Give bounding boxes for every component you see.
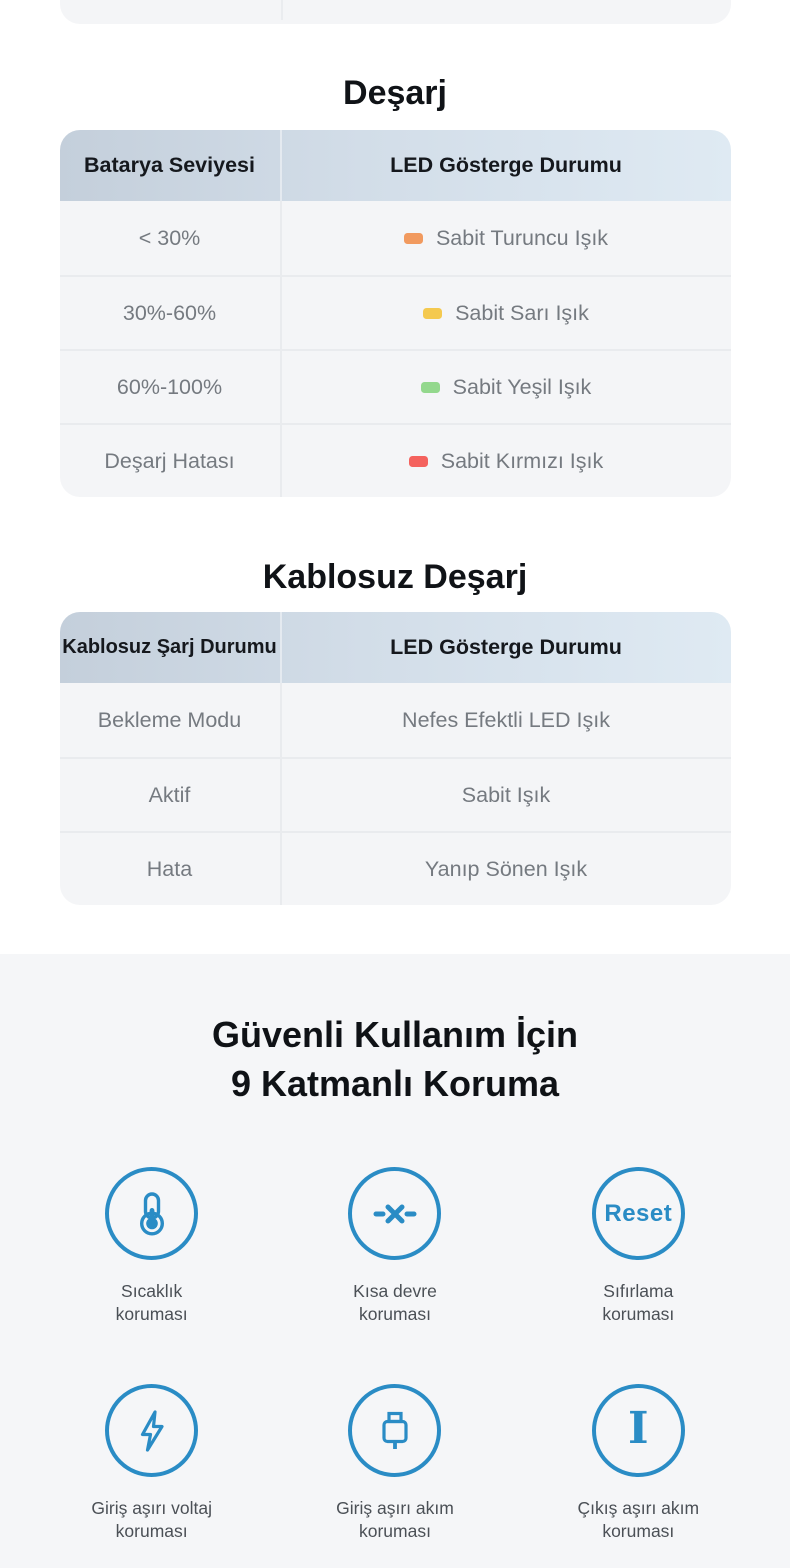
table-row: [60, 683, 731, 757]
table-row: [60, 349, 731, 423]
led-status-text: Sabit Yeşil Işık: [452, 374, 592, 399]
led-status-cell: Sabit Işık: [461, 782, 551, 807]
thermometer-icon: [105, 1167, 198, 1260]
protection-title: [0, 1010, 790, 1108]
discharge-header-battery-level: Batarya Seviyesi: [60, 130, 282, 201]
led-status-cell: Yanıp Sönen Işık: [424, 856, 588, 881]
led-status-cell: [282, 201, 731, 275]
led-status-cell: [282, 351, 731, 423]
led-status-text: Sabit Sarı Işık: [455, 300, 589, 325]
icon-label: Kısa devre koruması: [353, 1281, 437, 1324]
protection-item-temperature: [30, 1167, 273, 1326]
charge-state-cell: Hata: [60, 833, 282, 905]
battery-level-cell: 60%-100%: [60, 351, 282, 423]
led-status-cell: [282, 277, 731, 349]
table-row: [60, 831, 731, 905]
icon-label: Giriş aşırı voltaj koruması: [91, 1498, 212, 1541]
led-status-cell: [282, 425, 731, 497]
icon-label: Çıkış aşırı akım koruması: [577, 1498, 700, 1541]
led-status-cell: Nefes Efektli LED Işık: [402, 707, 610, 732]
wireless-discharge-title: Kablosuz Deşarj: [262, 558, 528, 596]
led-status-text: Sabit Turuncu Işık: [435, 225, 609, 250]
table-row: [60, 423, 731, 497]
protection-title-line2: 9 Katmanlı Koruma: [230, 1063, 560, 1104]
yellow-led-icon: [423, 308, 442, 319]
battery-level-cell: < 30%: [60, 201, 282, 275]
table-row: [60, 757, 731, 831]
wireless-discharge-table: [60, 612, 731, 905]
icon-label: Sıfırlama koruması: [602, 1281, 675, 1324]
protection-title-line1: Güvenli Kullanım İçin: [211, 1014, 579, 1055]
table-row: [60, 201, 731, 275]
discharge-header-led-status: LED Gösterge Durumu: [390, 153, 622, 177]
red-led-icon: [409, 456, 428, 467]
wireless-table-header: [60, 612, 731, 683]
short-circuit-icon: [348, 1167, 441, 1260]
discharge-table-header: [60, 130, 731, 201]
protection-item-output-overcurrent: [517, 1384, 760, 1543]
orange-led-icon: [404, 233, 423, 244]
wireless-header-led-status: LED Gösterge Durumu: [390, 635, 622, 659]
remnant-column-divider: [281, 0, 283, 20]
table-row: [60, 275, 731, 349]
lightning-icon: [105, 1384, 198, 1477]
green-led-icon: [421, 382, 440, 393]
protection-section: [0, 954, 790, 1568]
wireless-header-charge-state: Kablosuz Şarj Durumu: [60, 612, 282, 683]
plug-icon: [348, 1384, 441, 1477]
reset-icon: Reset: [592, 1167, 685, 1260]
icon-label: Sıcaklık koruması: [115, 1281, 188, 1324]
discharge-table: [60, 130, 731, 497]
discharge-title: Deşarj: [343, 74, 447, 112]
charge-state-cell: Bekleme Modu: [60, 683, 282, 757]
previous-table-remnant: [60, 0, 731, 24]
icon-label: Giriş aşırı akım koruması: [336, 1498, 454, 1541]
protection-item-reset: [517, 1167, 760, 1326]
battery-level-cell: 30%-60%: [60, 277, 282, 349]
protection-icons-row2: [0, 1384, 790, 1543]
protection-item-input-overcurrent: [273, 1384, 516, 1543]
battery-level-cell: Deşarj Hatası: [60, 425, 282, 497]
protection-item-short-circuit: [273, 1167, 516, 1326]
charge-state-cell: Aktif: [60, 759, 282, 831]
protection-item-input-overvoltage: [30, 1384, 273, 1543]
protection-icons-row1: [0, 1167, 790, 1326]
led-status-text: Sabit Kırmızı Işık: [440, 448, 604, 473]
current-icon: I: [592, 1384, 685, 1477]
